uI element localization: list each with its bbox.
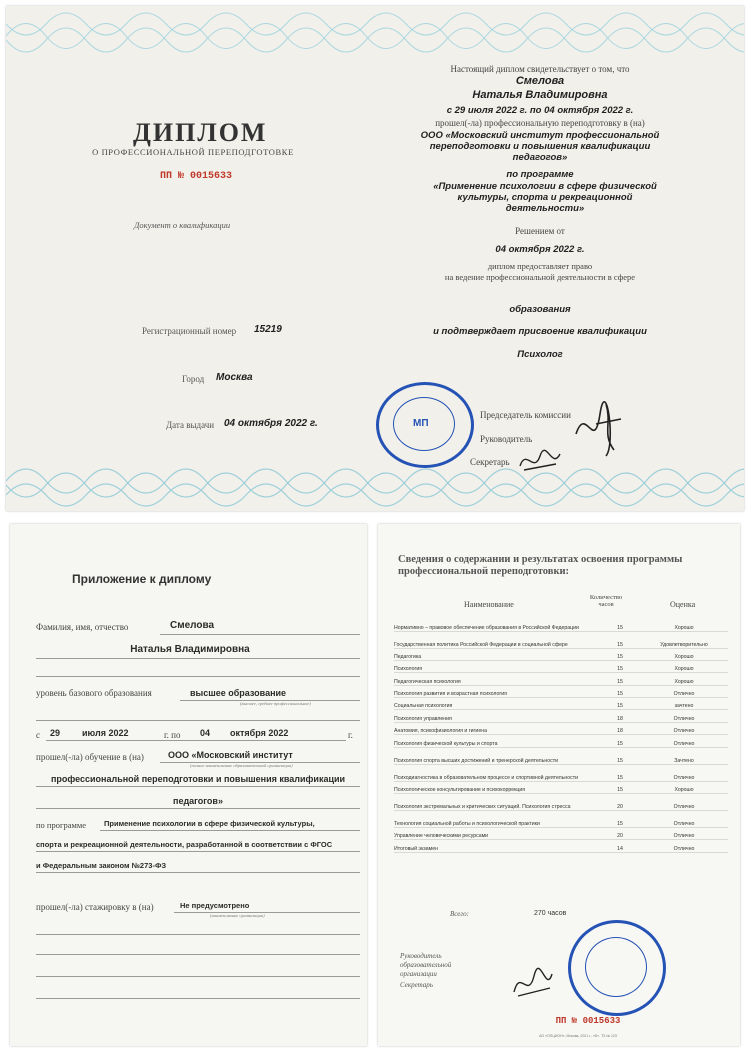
subject-hours: 20 (600, 794, 640, 811)
signature-chair (566, 394, 636, 464)
appendix-name: Наталья Владимировна (130, 644, 250, 655)
subject-grade: Отлично (640, 764, 728, 781)
subject-name: Психология развития и возрастная психология (394, 685, 600, 697)
issue-label: Дата выдачи (166, 420, 215, 430)
subject-grade: Отлично (640, 735, 728, 747)
subject-grade: Хорошо (640, 673, 728, 685)
subject-name: Педагогика (394, 648, 600, 660)
chair-label: Председатель комиссии (480, 410, 571, 420)
from-month: июля 2022 (82, 728, 129, 738)
diploma-title: ДИПЛОМ (133, 118, 268, 147)
subject-hours: 15 (600, 698, 640, 710)
subject-grade: Хорошо (640, 648, 728, 660)
edu-label: уровень базового образования (36, 688, 152, 698)
secretary-label: Секретарь (470, 457, 510, 467)
guilloche-bottom (6, 459, 744, 511)
table-row (394, 631, 728, 648)
results-title: Сведения о содержании и результатах освоения программы профессиональной переподготовки: (398, 554, 683, 577)
table-row (394, 722, 728, 734)
subject-hours: 15 (600, 735, 640, 747)
col-name-header: Наименование (464, 600, 514, 609)
subject-hours: 14 (600, 840, 640, 852)
diploma-number: ПП № 0015633 (159, 171, 232, 182)
table-row (394, 747, 728, 764)
table-row (394, 764, 728, 781)
org-hint: (полное наименование образовательной организации) (190, 763, 293, 768)
edu-value: высшее образование (190, 688, 287, 698)
subject-hours: 15 (600, 631, 640, 648)
subject-hours: 20 (600, 828, 640, 840)
subject-grade: Отлично (640, 828, 728, 840)
holder-name: Наталья Владимировна (472, 89, 608, 101)
table-row (394, 673, 728, 685)
year-end: г. (348, 730, 353, 740)
from-prefix: с (36, 730, 40, 740)
to-day: 04 (200, 728, 211, 738)
subject-grade: Хорошо (640, 614, 728, 631)
program-name: «Применение психологии в сфере физической культуры, спорта и рекреационной деятельности» (433, 181, 657, 214)
results-head-label: Руководитель образовательной организации (400, 952, 452, 978)
subject-grade: Хорошо (640, 781, 728, 793)
subject-grade: зачтено (640, 698, 728, 710)
study-period: с 29 июля 2022 г. по 04 октября 2022 г. (446, 105, 634, 116)
passed-line: прошел(-ла) профессиональную переподготовку в (на) (435, 118, 645, 128)
subject-grade: Удовлетворительно (640, 631, 728, 648)
diploma-front (6, 6, 744, 511)
results-stamp (568, 920, 666, 1016)
subject-hours: 15 (600, 781, 640, 793)
subject-grade: Отлично (640, 685, 728, 697)
table-row (394, 648, 728, 660)
col-hours-header: Количество часов (589, 594, 623, 608)
table-row (394, 735, 728, 747)
col-grade-header: Оценка (670, 600, 696, 609)
org-name: ООО «Московский институт профессиональной переподготовки и повышения квалификации педагогов» (420, 130, 660, 163)
subject-name: Психология экстремальных и критических ситуаций. Психология стресса (394, 794, 600, 811)
to-label: г. по (164, 730, 181, 740)
issue-value: 04 октября 2022 г. (224, 418, 318, 429)
subject-hours: 15 (600, 673, 640, 685)
subject-hours: 15 (600, 648, 640, 660)
total-value: 270 часов (534, 910, 567, 917)
subject-name: Государственная политика Российской Федерации в социальной сфере (394, 631, 600, 648)
to-month: октября 2022 (230, 728, 289, 738)
table-row (394, 811, 728, 828)
sphere: образования (509, 304, 571, 315)
table-row (394, 698, 728, 710)
prog-line-1: Применение психологии в сфере физической культуры, (104, 819, 315, 828)
fio-label: Фамилия, имя, отчество (36, 622, 129, 632)
intern-hint: (наименование организации) (210, 913, 265, 918)
grants-line-1: диплом предоставляет право (487, 261, 593, 271)
subject-grade: Отлично (640, 840, 728, 852)
city-label: Город (182, 374, 205, 384)
subject-name: Управление человеческими ресурсами (394, 828, 600, 840)
subject-grade: Отлично (640, 710, 728, 722)
subject-hours: 18 (600, 722, 640, 734)
table-row (394, 828, 728, 840)
cert-line: Настоящий диплом свидетельствует о том, что (450, 64, 630, 74)
subject-name: Психология спорта высших достижений и тренерской деятельности (394, 747, 600, 764)
signature-results (508, 964, 558, 1004)
guilloche-top (6, 6, 744, 58)
results-page (378, 524, 740, 1046)
prog-line-2: спорта и рекреационной деятельности, разработанной в соответствии с ФГОС (36, 840, 333, 849)
doc-note: Документ о квалификации (134, 220, 231, 230)
reg-label: Регистрационный номер (142, 326, 237, 336)
qualification: Психолог (517, 349, 563, 360)
intern-value: Не предусмотрено (180, 901, 250, 910)
results-secretary-label: Секретарь (400, 981, 433, 989)
program-label: по программе (506, 169, 574, 180)
subject-grade: Отлично (640, 722, 728, 734)
subject-name: Психодиагностика в образовательном процессе и спортивной деятельности (394, 764, 600, 781)
subject-hours: 18 (600, 710, 640, 722)
table-row (394, 660, 728, 672)
total-label: Всего: (450, 910, 469, 918)
subject-hours: 15 (600, 685, 640, 697)
appendix-surname: Смелова (170, 620, 215, 631)
table-row (394, 685, 728, 697)
org-line-1: ООО «Московский институт (168, 750, 293, 760)
table-row (394, 710, 728, 722)
org-line-2: профессиональной переподготовки и повышения квалификации (50, 774, 346, 784)
subject-grade: Отлично (640, 811, 728, 828)
prog-label: по программе (36, 820, 87, 830)
printer-note: АО «ОПЦИОН», Москва, 2021 г., «Б». ТЗ № 123 (539, 1034, 617, 1038)
signature-secretary (516, 446, 566, 476)
subject-hours: 15 (600, 614, 640, 631)
official-stamp: МП (376, 382, 474, 468)
subject-name: Нормативно – правовое обеспечение образования в Российской Федерации (394, 614, 600, 631)
table-row (394, 840, 728, 852)
subject-name: Итоговый экзамен (394, 840, 600, 852)
org-line-3: педагогов» (173, 796, 223, 806)
grades-table (394, 614, 728, 853)
subject-hours: 15 (600, 747, 640, 764)
prog-line-3: и Федеральным законом №273-ФЗ (36, 861, 167, 870)
table-row (394, 794, 728, 811)
decision-label: Решением от (515, 226, 565, 236)
holder-surname: Смелова (515, 75, 565, 87)
subject-grade: Зачтено (640, 747, 728, 764)
table-row (394, 614, 728, 631)
subject-name: Психология (394, 660, 600, 672)
decision-date: 04 октября 2022 г. (495, 244, 585, 255)
appendix-title: Приложение к диплому (72, 572, 212, 586)
results-number: ПП № 0015633 (555, 1016, 621, 1026)
subject-hours: 15 (600, 660, 640, 672)
appendix-page (10, 524, 367, 1046)
table-row (394, 781, 728, 793)
edu-hint: (высшее, среднее профессиональное) (240, 701, 311, 706)
intern-label: прошел(-ла) стажировку в (на) (36, 902, 154, 912)
subject-name: Педагогическая психология (394, 673, 600, 685)
head-label: Руководитель (480, 434, 533, 444)
study-label: прошел(-ла) обучение в (на) (36, 752, 144, 762)
subject-name: Социальная психология (394, 698, 600, 710)
subject-hours: 15 (600, 811, 640, 828)
subject-name: Психология управления (394, 710, 600, 722)
diploma-subtitle: О ПРОФЕССИОНАЛЬНОЙ ПЕРЕПОДГОТОВКЕ (92, 147, 294, 157)
subject-grade: Хорошо (640, 660, 728, 672)
city-value: Москва (216, 372, 253, 383)
from-day: 29 (50, 728, 61, 738)
subject-hours: 15 (600, 764, 640, 781)
subject-name: Психологическое консультирование и психокоррекция (394, 781, 600, 793)
subject-name: Анатомия, психофизиология и гигиена (394, 722, 600, 734)
subject-name: Технология социальной работы и психологической практики (394, 811, 600, 828)
subject-grade: Отлично (640, 794, 728, 811)
subject-name: Психология физической культуры и спорта (394, 735, 600, 747)
confirms-line: и подтверждает присвоение квалификации (433, 326, 647, 337)
grants-line-2: на ведение профессиональной деятельности в сфере (444, 272, 636, 282)
reg-value: 15219 (254, 324, 282, 335)
